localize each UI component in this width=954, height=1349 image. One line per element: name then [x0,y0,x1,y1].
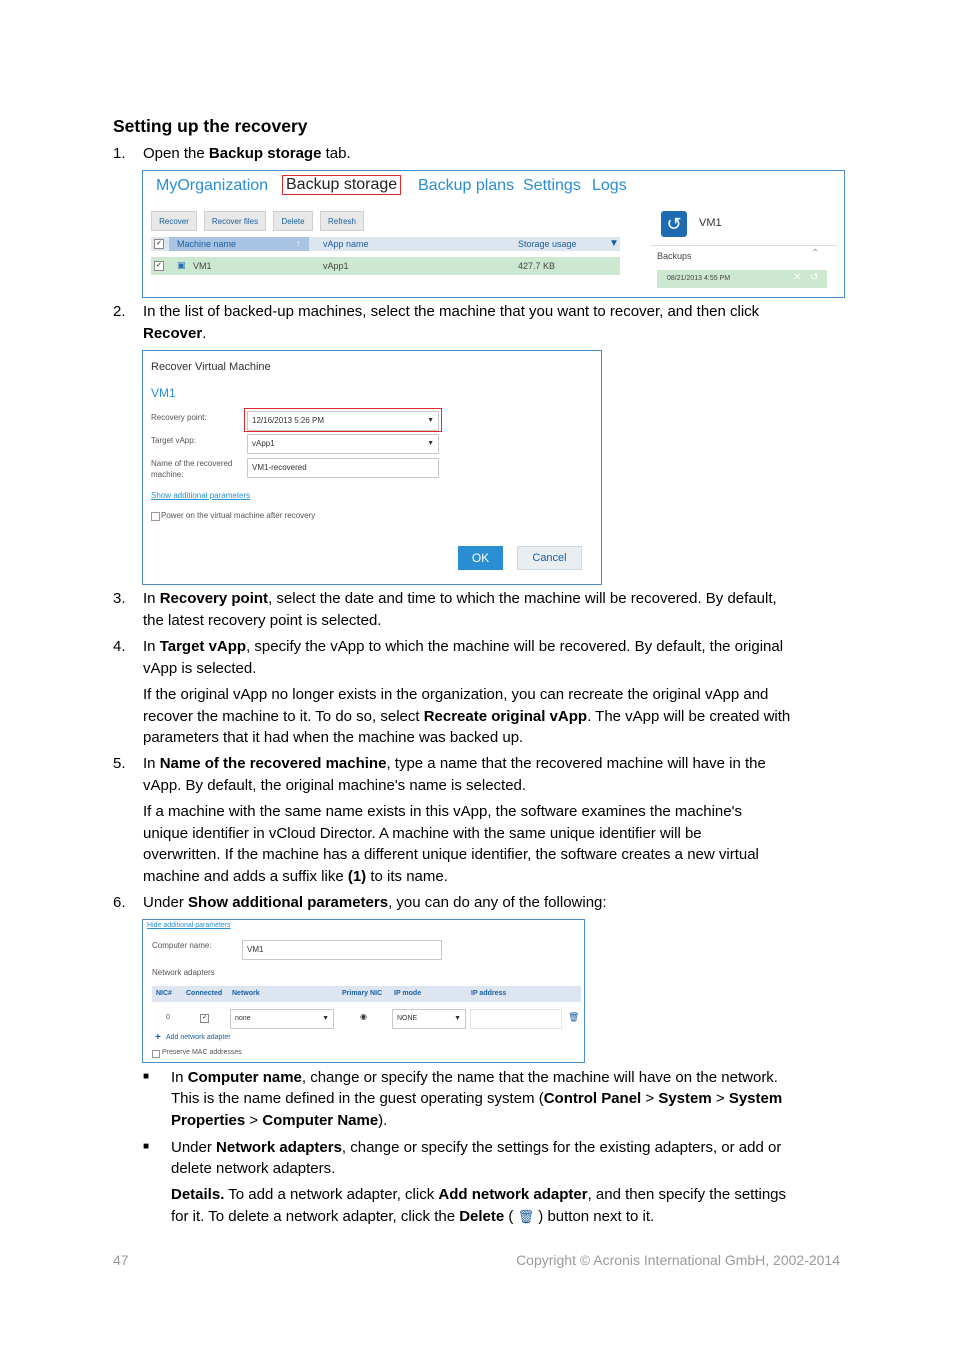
column-machine-name[interactable]: Machine name [177,239,237,249]
backup-entry-date: 08/21/2013 4:55 PM [667,275,731,282]
step-number: 1. [113,145,126,162]
cell-vapp-name: vApp1 [323,261,349,271]
trash-icon: 🗑 [517,1209,535,1224]
step-number: 3. [113,590,126,607]
target-vapp-select[interactable] [247,434,439,454]
recovered-name-value: VM1-recovered [252,463,307,472]
recovered-name-label: Name of the recovered machine: [151,459,233,479]
bullet-2-line1: Under Network adapters, change or specify the settings for the existing adapters, or add or [171,1139,782,1156]
step-1-text: Open the Backup storage tab. [143,145,351,162]
network-value: none [235,1015,251,1022]
column-storage-usage[interactable]: Storage usage [518,239,577,249]
step-5-text: In Name of the recovered machine, type a name that the recovered machine will have in the [143,755,766,772]
step-3-text: In Recovery point, select the date and time to which the machine will be recovered. By default, [143,590,777,607]
step-5-para-line2: unique identifier in vCloud Director. A machine with the same unique identifier will be [143,825,702,842]
adapters-table-header [152,986,581,1002]
trash-icon[interactable]: 🗑 [568,1012,580,1022]
network-adapters-label: Network adapters [152,968,215,977]
recover-vm-dialog [142,350,602,585]
recovery-point-value: 12/16/2013 5:26 PM [252,416,325,425]
row-checkbox[interactable]: ✓ [154,261,164,271]
step-5-para-line1: If a machine with the same name exists in this vApp, the software examines the machine's [143,803,742,820]
step-4-para-line2: recover the machine to it. To do so, select Recreate original vApp. The vApp will be created with [143,708,791,725]
collapse-icon[interactable]: ⌃ [811,248,820,259]
column-ip-address: IP address [471,990,507,997]
bullet-1-line1: In Computer name, change or specify the name that the machine will have on the network. [171,1069,778,1086]
bullet-2-line4: for it. To delete a network adapter, click the Delete ( 🗑 ) button next to it. [171,1208,655,1225]
power-on-label: Power on the virtual machine after recovery [161,511,316,520]
step-3-text-line2: the latest recovery point is selected. [143,612,382,629]
bullet-square-icon: ■ [143,1141,150,1152]
column-ip-mode: IP mode [394,990,422,997]
recovered-name-input[interactable] [247,458,439,478]
copyright: Copyright © Acronis International GmbH, 2002-2014 [516,1252,840,1268]
target-vapp-label: Target vApp: [151,436,196,445]
divider [651,245,837,246]
step-2-text: In the list of backed-up machines, select the machine that you want to recover, and then click [143,303,760,320]
ok-button[interactable]: OK [458,546,503,570]
chevron-down-icon: ▼ [322,1015,329,1022]
ip-address-input[interactable] [470,1009,562,1029]
tab-logs[interactable]: Logs [592,177,627,194]
preserve-mac-checkbox[interactable] [152,1050,160,1058]
sort-arrow-icon: ↑ [296,238,301,248]
step-2-text-line2: Recover. [143,325,207,342]
backups-label: Backups [657,251,692,261]
vm-title: VM1 [699,217,722,229]
recovery-point-label: Recovery point: [151,413,207,422]
tab-backup-plans[interactable]: Backup plans [418,177,515,194]
tab-settings[interactable]: Settings [523,177,581,194]
monitor-icon: ▣ [177,260,186,270]
cell-nic: 0 [166,1014,170,1021]
bullet-1-line3: Properties > Computer Name). [171,1112,388,1129]
step-number: 2. [113,303,126,320]
additional-parameters-screenshot [142,919,585,1063]
step-4-para-line3: parameters that it had when the machine was backed up. [143,729,524,746]
restore-icon[interactable]: ↺ [810,272,819,283]
add-network-adapter-link[interactable]: Add network adapter [166,1034,231,1041]
table-header [151,237,620,251]
chevron-down-icon: ▼ [427,440,434,447]
refresh-button[interactable]: Refresh [320,211,364,231]
ip-mode-value: NONE [397,1015,418,1022]
column-vapp-name[interactable]: vApp name [323,239,369,249]
recover-button[interactable]: Recover [151,211,197,231]
step-5-text-line2: vApp. By default, the original machine's name is selected. [143,777,527,794]
recover-files-button[interactable]: Recover files [204,211,266,231]
preserve-mac-label: Preserve MAC addresses [162,1049,242,1056]
target-vapp-value: vApp1 [252,439,275,448]
computer-name-label: Computer name: [152,941,212,950]
bullet-1-line2: This is the name defined in the guest operating system (Control Panel > System > System [171,1090,783,1107]
show-additional-parameters-link[interactable]: Show additional parameters [151,491,251,500]
hide-additional-parameters-link[interactable]: Hide additional parameters [147,922,231,929]
table-row[interactable] [151,257,620,275]
tab-backup-storage[interactable]: Backup storage [282,175,401,195]
step-4-text: In Target vApp, specify the vApp to which the machine will be recovered. By default, the original [143,638,784,655]
dialog-title: Recover Virtual Machine [151,361,271,373]
step-number: 5. [113,755,126,772]
column-nic: NIC# [156,990,172,997]
table-row [152,1008,581,1030]
cell-storage-usage: 427.7 KB [518,261,556,271]
connected-checkbox[interactable]: ✓ [201,1015,208,1021]
power-on-checkbox[interactable] [151,512,160,521]
bullet-square-icon: ■ [143,1071,150,1082]
computer-name-input[interactable] [242,940,442,960]
column-connected: Connected [186,990,223,997]
network-select[interactable] [230,1009,334,1029]
step-number: 4. [113,638,126,655]
recovery-point-select[interactable] [247,411,439,431]
computer-name-value: VM1 [247,945,264,954]
step-5-para-line3: overwritten. If the machine has a different unique identifier, the software creates a new virtual [143,846,759,863]
step-4-para-line1: If the original vApp no longer exists in the organization, you can recreate the original vApp and [143,686,769,703]
cancel-button[interactable]: Cancel [517,546,582,570]
column-primary-nic: Primary NIC [342,990,383,997]
restore-vm-icon: ↺ [661,211,687,237]
tab-my-organization[interactable]: MyOrganization [156,177,269,194]
primary-nic-radio[interactable]: ◉ [360,1012,367,1021]
bullet-2-details: Details. To add a network adapter, click Add network adapter, and then specify the settings [171,1186,787,1203]
delete-button[interactable]: Delete [273,211,313,231]
backup-entry[interactable] [657,270,827,288]
step-4-text-line2: vApp is selected. [143,660,257,677]
backup-storage-screenshot [142,170,845,298]
chevron-down-icon: ▼ [454,1015,461,1022]
details-panel [647,211,837,296]
chevron-down-icon: ▼ [427,417,434,424]
step-number: 6. [113,894,126,911]
ip-mode-select[interactable] [392,1009,466,1029]
cell-machine-name: VM1 [193,261,212,271]
filter-icon[interactable]: ▼ [609,238,619,249]
plus-icon[interactable]: + [155,1032,161,1043]
select-all-checkbox[interactable]: ✓ [154,239,164,249]
bullet-2-line2: delete network adapters. [171,1160,336,1177]
vm-name: VM1 [151,386,176,400]
close-icon[interactable]: ✕ [793,272,802,283]
section-title: Setting up the recovery [113,116,308,136]
page-number: 47 [113,1252,129,1268]
step-5-para-line4: machine and adds a suffix like (1) to its name. [143,868,448,885]
column-network: Network [232,990,260,997]
step-6-text: Under Show additional parameters, you can do any of the following: [143,894,607,911]
